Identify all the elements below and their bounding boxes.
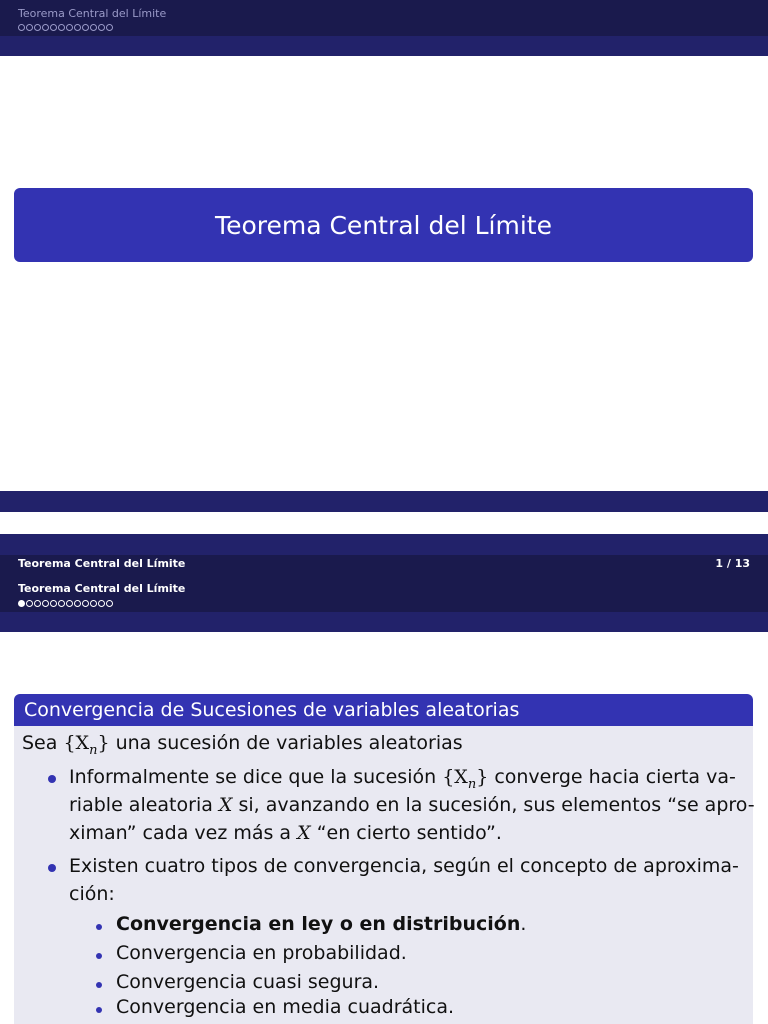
sub-item-4: Convergencia en media cuadrática.	[116, 996, 455, 1018]
nav-dot[interactable]	[74, 600, 81, 607]
sub-bullet-marker	[96, 1007, 102, 1013]
nav-dots	[18, 600, 113, 607]
nav-dot[interactable]	[82, 600, 89, 607]
page-number: 1 / 13	[715, 557, 750, 570]
nav-dot[interactable]	[90, 24, 97, 31]
block-title: Convergencia de Sucesiones de variables aleatorias	[14, 694, 753, 726]
nav-dot[interactable]	[26, 600, 33, 607]
nav-dots	[18, 24, 113, 31]
bullet-marker	[48, 775, 56, 783]
subsection-bar	[0, 36, 768, 56]
nav-dot[interactable]	[58, 600, 65, 607]
bullet1-line1: Informalmente se dice que la sucesión $\{X_n\}$ converge hacia cierta va-	[69, 766, 736, 792]
nav-dot[interactable]	[66, 600, 73, 607]
nav-dot[interactable]	[50, 600, 57, 607]
footline-bar	[0, 491, 768, 512]
nav-dot[interactable]	[26, 24, 33, 31]
header-title[interactable]: Teorema Central del Límite	[18, 582, 186, 595]
bullet2-line1: Existen cuatro tipos de convergencia, según el concepto de aproxima-	[69, 855, 739, 877]
nav-dot[interactable]	[106, 600, 113, 607]
nav-dot[interactable]	[42, 24, 49, 31]
nav-dot[interactable]	[42, 600, 49, 607]
slide-2	[0, 576, 768, 1024]
header-title[interactable]: Teorema Central del Límite	[18, 7, 167, 20]
nav-dot[interactable]	[90, 600, 97, 607]
nav-dot[interactable]	[58, 24, 65, 31]
nav-dot[interactable]	[106, 24, 113, 31]
nav-dot[interactable]	[34, 24, 41, 31]
footline-top	[0, 534, 768, 555]
sub-bullet-marker	[96, 953, 102, 959]
nav-dot[interactable]	[98, 600, 105, 607]
intro-line: Sea $\{X_n\}$ una sucesión de variables aleatorias	[22, 732, 463, 758]
sub-item-1: Convergencia en ley o en distribución.	[116, 913, 527, 935]
bullet2-line2: ción:	[69, 883, 115, 905]
sub-item-3: Convergencia cuasi segura.	[116, 971, 380, 993]
bullet-marker	[48, 864, 56, 872]
slide-title: Teorema Central del Límite	[215, 210, 552, 240]
sub-item-2: Convergencia en probabilidad.	[116, 942, 407, 964]
title-box	[14, 188, 753, 262]
nav-dot[interactable]	[98, 24, 105, 31]
subsection-bar	[0, 612, 768, 632]
sub-bullet-marker	[96, 924, 102, 930]
nav-dot[interactable]	[34, 600, 41, 607]
nav-dot[interactable]	[18, 600, 25, 607]
nav-dot[interactable]	[50, 24, 57, 31]
bullet1-line3: ximan” cada vez más a X “en cierto sentido”.	[69, 822, 502, 844]
nav-dot[interactable]	[82, 24, 89, 31]
nav-dot[interactable]	[74, 24, 81, 31]
nav-dot[interactable]	[18, 24, 25, 31]
footer-title: Teorema Central del Límite	[18, 557, 186, 570]
bullet1-line2: riable aleatoria X si, avanzando en la sucesión, sus elementos “se apro-	[69, 794, 755, 816]
sub-bullet-marker	[96, 982, 102, 988]
nav-dot[interactable]	[66, 24, 73, 31]
block-body	[14, 726, 753, 1024]
